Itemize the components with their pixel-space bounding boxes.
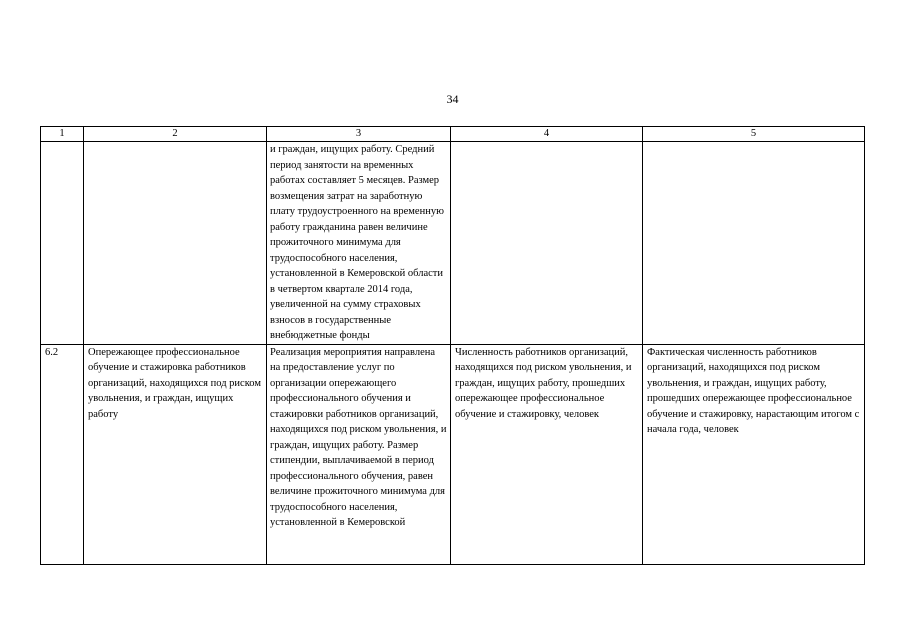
- indicator-text: Численность работников организаций, находящихся под риском увольнения, и граждан, ищущих работу, прошедших опережающее профессиональное обучение и стажировку, человек: [455, 346, 632, 420]
- column-header-4: 4: [451, 127, 643, 142]
- indicator-cell: [451, 344, 643, 564]
- column-header-1: 1: [41, 127, 84, 142]
- measure-description-cell: [267, 344, 451, 564]
- page-number: 34: [446, 92, 459, 106]
- row-number-cell: 6.2: [41, 344, 84, 564]
- measure-name-text: Опережающее профессиональное обучение и стажировка работников организаций, находящихся под риском увольнения, и граждан, ищущих работу: [88, 346, 261, 420]
- table-header-row: [41, 127, 865, 142]
- table-row: [41, 142, 865, 345]
- calculation-method-text: Фактическая численность работников организаций, находящихся под риском увольнения, и граждан, ищущих работу, прошедших опережающее профессиональное обучение и стажировку, нарастающим итогом с начала года, человек: [647, 346, 860, 435]
- measure-description-text: и граждан, ищущих работу. Средний период занятости на временных работах составляет 5 месяцев. Размер возмещения затрат на заработную плату трудоустроенного на временную работу гражданина равен величине прожиточного минимума для трудоспособного населения, установленной в Кемеровской области в четвертом квартале 2014 года, увеличенной на сумму страховых взносов в государственные внебюджетные фонды: [270, 144, 444, 341]
- measure-name-cell: [84, 142, 267, 345]
- measure-description-text: Реализация мероприятия направлена на предоставление услуг по организации опережающего профессионального обучения и стажировки работников организаций, находящихся под риском увольнения, и граждан, ищущих работу. Размер стипендии, выплачиваемой в период профессионального обучения, равен величине прожиточного минимума для трудоспособного населения, установленной в Кемеровской: [270, 346, 447, 528]
- column-header-5: 5: [643, 127, 865, 142]
- row-number-cell: [41, 142, 84, 345]
- table-row: [41, 344, 865, 564]
- measure-name-cell: [84, 344, 267, 564]
- calculation-method-cell: [643, 142, 865, 345]
- column-header-3: 3: [267, 127, 451, 142]
- measure-description-cell: [267, 142, 451, 345]
- program-table: [40, 126, 865, 565]
- indicator-cell: [451, 142, 643, 345]
- column-header-2: 2: [84, 127, 267, 142]
- calculation-method-cell: [643, 344, 865, 564]
